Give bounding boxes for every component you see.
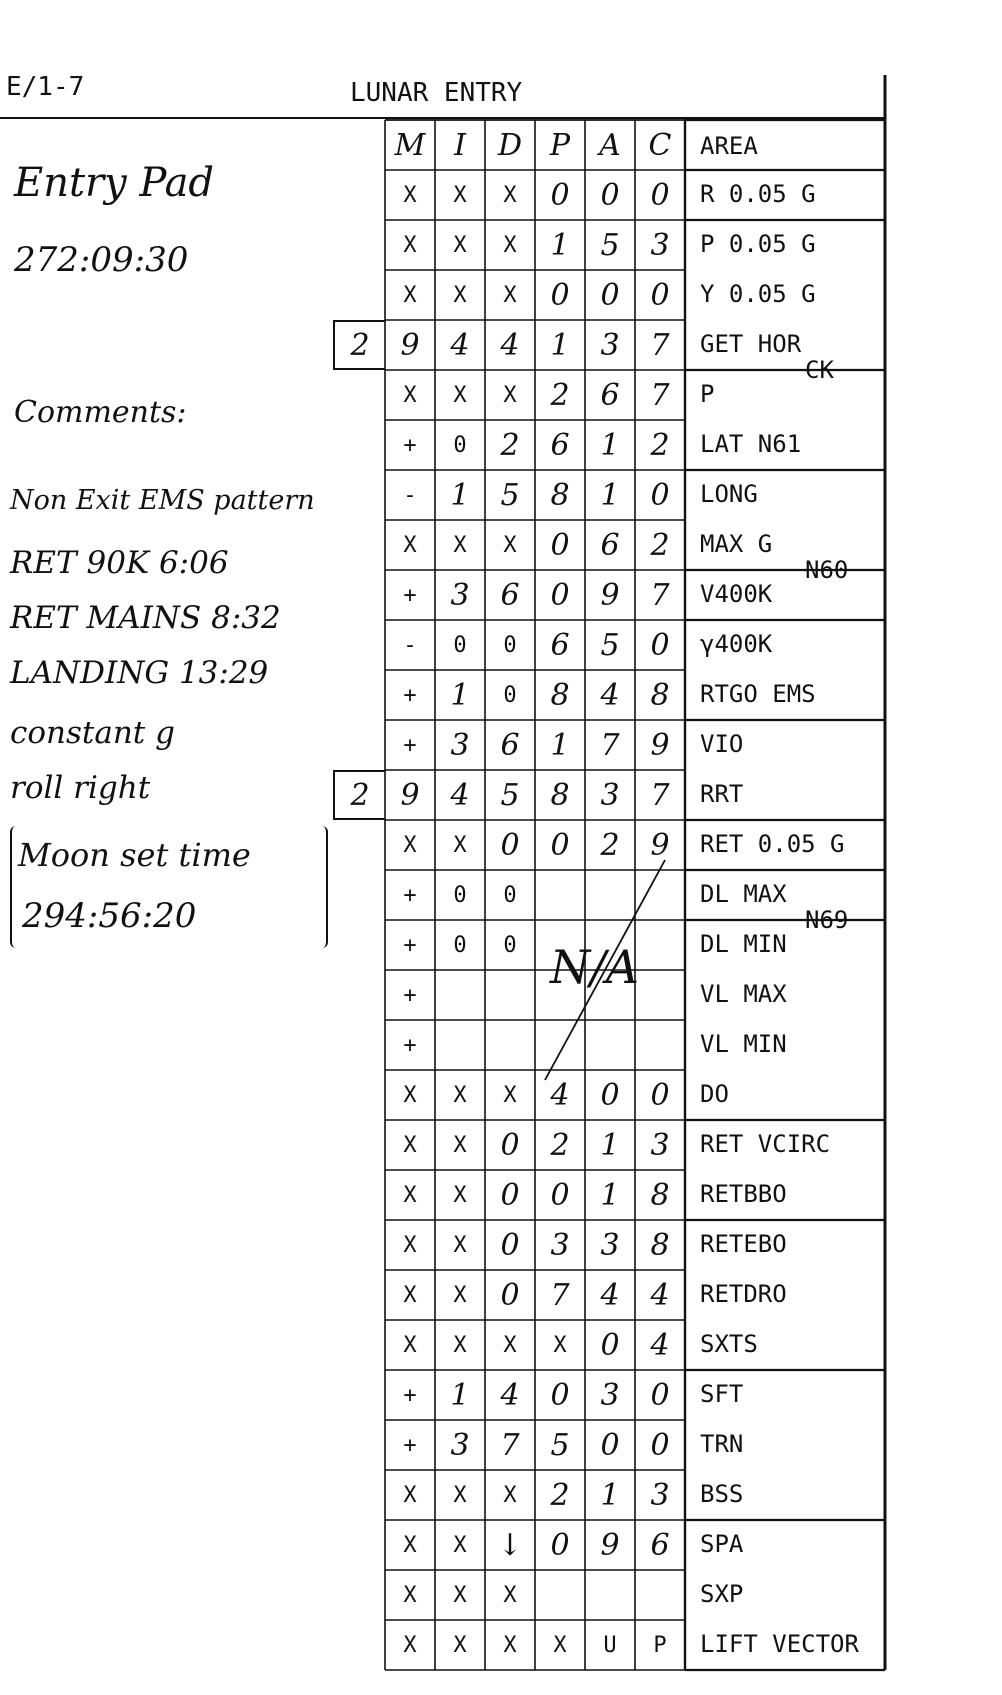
table-cell: 1: [600, 477, 620, 513]
table-cell: 1: [450, 677, 470, 713]
table-cell: 0: [650, 1077, 670, 1113]
table-cell: [635, 870, 685, 920]
comments-label: Comments:: [14, 395, 187, 430]
table-cell: -: [403, 632, 417, 658]
table-cell: X: [503, 382, 517, 408]
prefix-digit-box: 2: [333, 320, 385, 370]
table-cell: 1: [600, 427, 620, 463]
table-cell: 0: [650, 1427, 670, 1463]
table-cell: 3: [450, 1427, 470, 1463]
table-cell: 6: [650, 1527, 670, 1563]
row-label: DO: [700, 1080, 729, 1108]
table-cell: [485, 1020, 535, 1070]
table-cell: 0: [600, 1327, 620, 1363]
table-cell: 3: [600, 777, 620, 813]
table-cell: +: [403, 1382, 417, 1408]
table-cell: 8: [650, 1177, 670, 1213]
table-cell: 7: [650, 377, 670, 413]
table-cell: 0: [550, 577, 570, 613]
column-header: A: [599, 127, 621, 163]
table-cell: X: [503, 1632, 517, 1658]
table-cell: 4: [550, 1077, 570, 1113]
table-cell: X: [503, 182, 517, 208]
table-cell: 3: [550, 1227, 570, 1263]
table-cell: X: [403, 1082, 417, 1108]
row-label: BSS: [700, 1480, 744, 1508]
comment-line: RET 90K 6:06: [10, 545, 229, 581]
table-cell: X: [503, 1332, 517, 1358]
table-cell: X: [503, 232, 517, 258]
table-cell: 8: [550, 477, 570, 513]
table-cell: 1: [450, 477, 470, 513]
row-label: Y 0.05 G: [700, 280, 816, 308]
table-cell: X: [503, 1082, 517, 1108]
row-label: TRN: [700, 1430, 744, 1458]
table-cell: 0: [503, 682, 517, 708]
table-cell: X: [453, 1082, 467, 1108]
table-cell: 9: [600, 577, 620, 613]
table-cell: 0: [453, 632, 467, 658]
pad-title: Entry Pad: [14, 160, 215, 206]
table-cell: 6: [600, 377, 620, 413]
table-cell: 1: [600, 1477, 620, 1513]
table-cell: +: [403, 432, 417, 458]
table-cell: 2: [550, 377, 570, 413]
table-cell: 9: [600, 1527, 620, 1563]
table-cell: X: [403, 1482, 417, 1508]
table-cell: 4: [600, 1277, 620, 1313]
table-cell: 1: [550, 727, 570, 763]
column-header: M: [394, 127, 426, 163]
table-cell: 7: [650, 577, 670, 613]
table-cell: [485, 970, 535, 1020]
table-cell: 0: [600, 177, 620, 213]
table-cell: 0: [503, 932, 517, 958]
prefix-digit-box: 2: [333, 770, 385, 820]
table-cell: 4: [500, 1377, 520, 1413]
row-label: RETEBO: [700, 1230, 787, 1258]
row-label: P: [700, 380, 715, 408]
table-cell: 0: [650, 477, 670, 513]
table-cell: 9: [650, 827, 670, 863]
table-cell: 4: [650, 1277, 670, 1313]
row-label: GET HOR: [700, 330, 802, 358]
column-header: C: [648, 127, 672, 163]
page-code: E/1-7: [6, 72, 85, 102]
table-cell: 0: [500, 827, 520, 863]
table-cell: 5: [550, 1427, 570, 1463]
moonset-time: 294:56:20: [22, 896, 197, 936]
table-cell: 0: [453, 882, 467, 908]
table-cell: +: [403, 932, 417, 958]
row-label: SFT: [700, 1380, 744, 1408]
row-aside-label: N69: [805, 906, 849, 934]
table-cell: 0: [650, 277, 670, 313]
table-cell: X: [553, 1632, 567, 1658]
na-mark: N/A: [550, 940, 639, 994]
table-cell: 5: [500, 777, 520, 813]
table-cell: 3: [600, 1227, 620, 1263]
row-label: DL MAX: [700, 880, 787, 908]
table-cell: 7: [500, 1427, 520, 1463]
table-cell: +: [403, 982, 417, 1008]
table-cell: [535, 870, 585, 920]
table-cell: X: [403, 832, 417, 858]
table-cell: 9: [400, 327, 420, 363]
table-cell: ↓: [497, 1527, 523, 1563]
table-cell: 3: [600, 1377, 620, 1413]
table-cell: 0: [650, 627, 670, 663]
table-cell: 5: [600, 227, 620, 263]
pad-time: 272:09:30: [14, 240, 189, 280]
table-cell: [435, 1020, 485, 1070]
table-cell: 5: [500, 477, 520, 513]
table-cell: 0: [500, 1177, 520, 1213]
table-cell: 0: [500, 1277, 520, 1313]
row-label: DL MIN: [700, 930, 787, 958]
table-cell: 4: [650, 1327, 670, 1363]
row-label: VL MIN: [700, 1030, 787, 1058]
table-cell: 8: [550, 677, 570, 713]
comment-line: LANDING 13:29: [10, 655, 269, 691]
table-cell: 0: [550, 1377, 570, 1413]
row-label: RETBBO: [700, 1180, 787, 1208]
table-cell: 2: [600, 827, 620, 863]
table-cell: P: [653, 1632, 667, 1658]
table-cell: 6: [600, 527, 620, 563]
table-cell: [535, 1020, 585, 1070]
table-cell: 6: [550, 427, 570, 463]
table-cell: X: [403, 1182, 417, 1208]
table-cell: X: [453, 1632, 467, 1658]
table-cell: 7: [550, 1277, 570, 1313]
table-cell: 0: [500, 1227, 520, 1263]
table-cell: U: [603, 1632, 617, 1658]
table-cell: 2: [550, 1127, 570, 1163]
table-cell: [535, 1570, 585, 1620]
table-cell: [635, 970, 685, 1020]
table-cell: 3: [450, 727, 470, 763]
table-cell: X: [453, 382, 467, 408]
table-cell: 0: [550, 1527, 570, 1563]
table-cell: 8: [550, 777, 570, 813]
table-cell: X: [453, 1232, 467, 1258]
table-cell: X: [453, 1182, 467, 1208]
table-cell: [635, 1020, 685, 1070]
table-cell: [585, 870, 635, 920]
table-cell: X: [453, 232, 467, 258]
table-cell: [635, 920, 685, 970]
column-header: D: [497, 127, 523, 163]
table-cell: X: [453, 1482, 467, 1508]
row-label: MAX G: [700, 530, 773, 558]
table-cell: 1: [600, 1177, 620, 1213]
table-cell: X: [403, 532, 417, 558]
row-label: RETDRO: [700, 1280, 787, 1308]
table-cell: 0: [500, 1127, 520, 1163]
table-cell: 2: [650, 427, 670, 463]
table-cell: 2: [550, 1477, 570, 1513]
table-cell: 3: [450, 577, 470, 613]
comment-line: RET MAINS 8:32: [10, 600, 281, 636]
row-label: SXTS: [700, 1330, 758, 1358]
table-cell: 3: [650, 1477, 670, 1513]
table-cell: +: [403, 732, 417, 758]
table-cell: 0: [550, 527, 570, 563]
comment-line: Non Exit EMS pattern: [10, 485, 315, 516]
table-cell: X: [453, 1532, 467, 1558]
table-cell: X: [403, 1632, 417, 1658]
table-cell: X: [403, 182, 417, 208]
table-cell: 0: [453, 932, 467, 958]
moonset-label: Moon set time: [18, 836, 251, 874]
table-cell: 1: [450, 1377, 470, 1413]
table-cell: +: [403, 1032, 417, 1058]
table-cell: 6: [550, 627, 570, 663]
table-cell: 0: [550, 1177, 570, 1213]
table-cell: X: [403, 1282, 417, 1308]
table-cell: +: [403, 882, 417, 908]
table-cell: 0: [650, 1377, 670, 1413]
table-cell: 0: [650, 177, 670, 213]
row-label: γ400K: [700, 630, 773, 658]
table-cell: 2: [650, 527, 670, 563]
column-header: P: [549, 127, 571, 163]
table-cell: 4: [450, 327, 470, 363]
row-label: LAT N61: [700, 430, 802, 458]
table-cell: 0: [550, 177, 570, 213]
row-label: RET 0.05 G: [700, 830, 845, 858]
table-cell: 8: [650, 1227, 670, 1263]
table-cell: 3: [600, 327, 620, 363]
row-label: VIO: [700, 730, 744, 758]
table-cell: [585, 1570, 635, 1620]
table-cell: X: [403, 1232, 417, 1258]
table-cell: 3: [650, 1127, 670, 1163]
table-cell: X: [453, 532, 467, 558]
table-cell: X: [403, 1582, 417, 1608]
table-cell: 0: [503, 882, 517, 908]
table-cell: 6: [500, 727, 520, 763]
row-label: RET VCIRC: [700, 1130, 831, 1158]
table-cell: 0: [600, 1077, 620, 1113]
table-cell: [635, 1570, 685, 1620]
row-label: LONG: [700, 480, 758, 508]
table-cell: X: [403, 282, 417, 308]
table-cell: X: [503, 532, 517, 558]
table-cell: [585, 1020, 635, 1070]
table-cell: -: [403, 482, 417, 508]
table-cell: 7: [650, 777, 670, 813]
table-cell: 7: [600, 727, 620, 763]
table-cell: +: [403, 582, 417, 608]
table-cell: X: [403, 1132, 417, 1158]
table-cell: +: [403, 682, 417, 708]
area-header: AREA: [700, 132, 758, 160]
table-cell: 6: [500, 577, 520, 613]
table-cell: X: [453, 182, 467, 208]
table-cell: X: [453, 1582, 467, 1608]
table-cell: X: [553, 1332, 567, 1358]
row-label: LIFT VECTOR: [700, 1630, 859, 1658]
table-cell: 1: [550, 327, 570, 363]
table-cell: 1: [550, 227, 570, 263]
table-cell: X: [453, 832, 467, 858]
table-cell: 0: [600, 277, 620, 313]
table-cell: X: [453, 1132, 467, 1158]
table-cell: 3: [650, 227, 670, 263]
table-cell: X: [503, 1482, 517, 1508]
table-cell: X: [503, 282, 517, 308]
form-title: LUNAR ENTRY: [350, 78, 523, 108]
table-cell: 2: [500, 427, 520, 463]
table-cell: 9: [400, 777, 420, 813]
table-cell: X: [453, 282, 467, 308]
column-header: I: [454, 127, 466, 163]
table-cell: X: [403, 1332, 417, 1358]
table-cell: 8: [650, 677, 670, 713]
table-cell: 9: [650, 727, 670, 763]
row-label: R 0.05 G: [700, 180, 816, 208]
table-cell: X: [453, 1282, 467, 1308]
table-cell: X: [403, 382, 417, 408]
table-cell: X: [403, 232, 417, 258]
table-cell: +: [403, 1432, 417, 1458]
table-cell: 1: [600, 1127, 620, 1163]
table-cell: 0: [550, 827, 570, 863]
comment-line: roll right: [10, 770, 151, 806]
table-cell: 0: [503, 632, 517, 658]
row-label: RTGO EMS: [700, 680, 816, 708]
row-label: RRT: [700, 780, 744, 808]
row-label: VL MAX: [700, 980, 787, 1008]
table-cell: 0: [600, 1427, 620, 1463]
table-cell: 0: [550, 277, 570, 313]
table-cell: 4: [600, 677, 620, 713]
table-cell: X: [503, 1582, 517, 1608]
table-cell: 0: [453, 432, 467, 458]
row-label: V400K: [700, 580, 773, 608]
row-label: SPA: [700, 1530, 744, 1558]
table-cell: 4: [450, 777, 470, 813]
table-cell: X: [403, 1532, 417, 1558]
table-cell: [435, 970, 485, 1020]
row-label: P 0.05 G: [700, 230, 816, 258]
table-cell: 4: [500, 327, 520, 363]
table-cell: 5: [600, 627, 620, 663]
row-aside-label: N60: [805, 556, 849, 584]
table-cell: 7: [650, 327, 670, 363]
row-aside-label: CK: [805, 356, 834, 384]
comment-line: constant g: [10, 715, 175, 751]
table-cell: X: [453, 1332, 467, 1358]
row-label: SXP: [700, 1580, 744, 1608]
